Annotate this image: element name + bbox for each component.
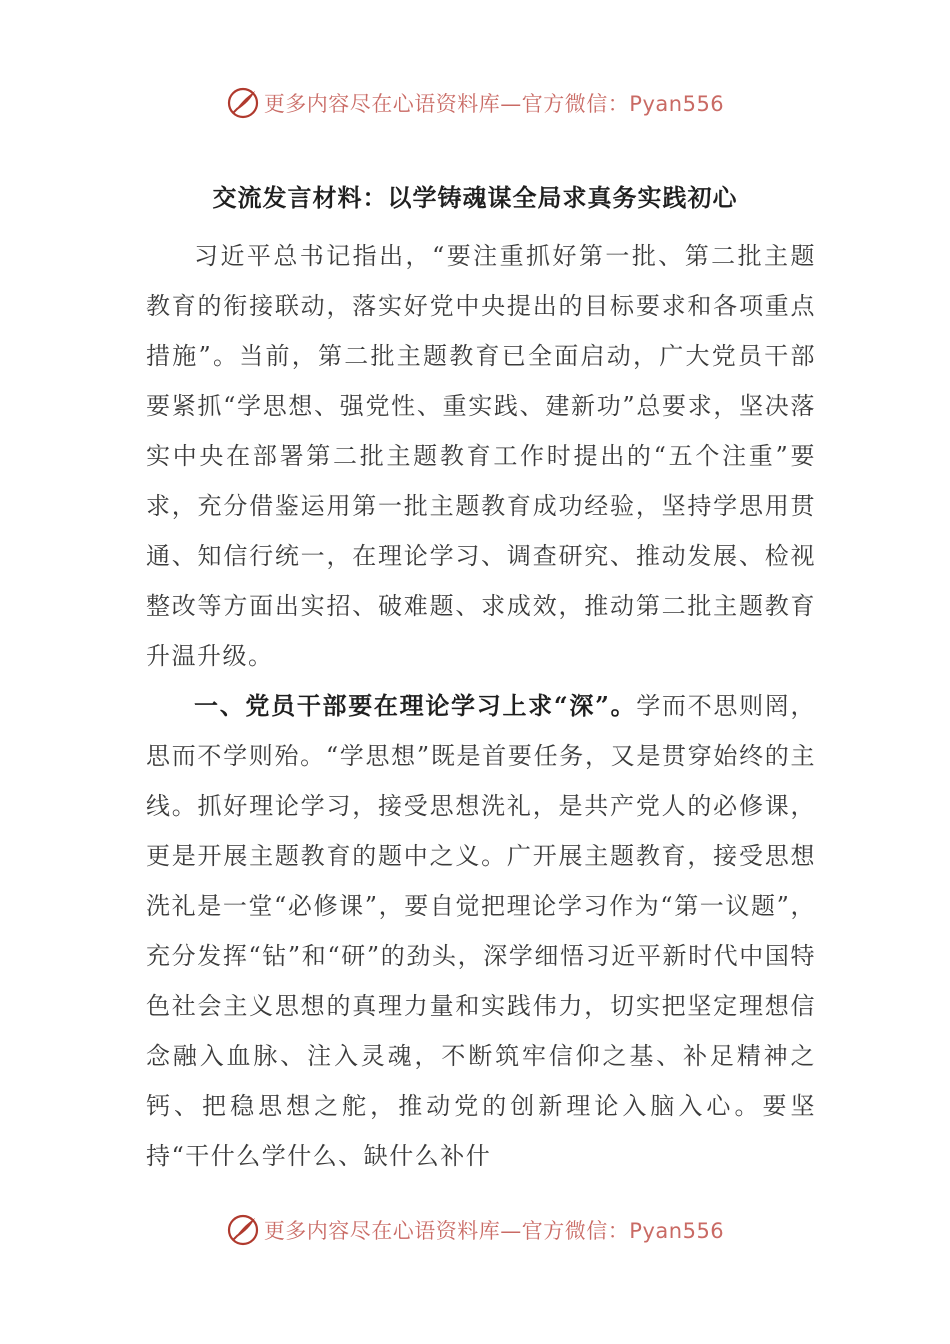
watermark-footer: [0, 1205, 950, 1255]
document-title: 交流发言材料：以学铸魂谋全局求真务实践初心: [212, 183, 738, 212]
quill-logo-icon: [226, 1213, 260, 1247]
paragraph-text: 习近平总书记指出，“要注重抓好第一批、第二批主题教育的衔接联动，落实好党中央提出的目标要求和各项重点措施”。当前，第二批主题教育已全面启动，广大党员干部要紧抓“学思想、强党性、重实践、建新功”总要求，坚决落实中央在部署第二批主题教育工作时提出的“五个注重”要求，充分借鉴运用第一批主题教育成功经验，坚持学思用贯通、知信行统一，在理论学习、调查研究、推动发展、检视整改等方面出实招、破难题、求成效，推动第二批主题教育升温升级。: [146, 242, 816, 670]
watermark-header: [0, 78, 950, 128]
section-heading: 一、党员干部要在理论学习上求“深”。: [194, 691, 637, 720]
watermark-text: 更多内容尽在心语资料库—官方微信：Pyan556: [263, 1219, 725, 1243]
watermark-text: 更多内容尽在心语资料库—官方微信：Pyan556: [263, 92, 725, 116]
document-body: [146, 231, 816, 1181]
paragraph: [146, 681, 816, 1181]
paragraph-text: 学而不思则罔，思而不学则殆。“学思想”既是首要任务，又是贯穿始终的主线。抓好理论学习，接受思想洗礼，是共产党人的必修课，更是开展主题教育的题中之义。广开展主题教育，接受思想洗礼是一堂“必修课”，要自觉把理论学习作为“第一议题”，充分发挥“钻”和“研”的劲头，深学细悟习近平新时代中国特色社会主义思想的真理力量和实践伟力，切实把坚定理想信念融入血脉、注入灵魂，不断筑牢信仰之基、补足精神之钙、把稳思想之舵，推动党的创新理论入脑入心。要坚持“干什么学什么、缺什么补什: [146, 692, 817, 1170]
paragraph: [146, 231, 816, 681]
quill-logo-icon: [226, 86, 260, 120]
